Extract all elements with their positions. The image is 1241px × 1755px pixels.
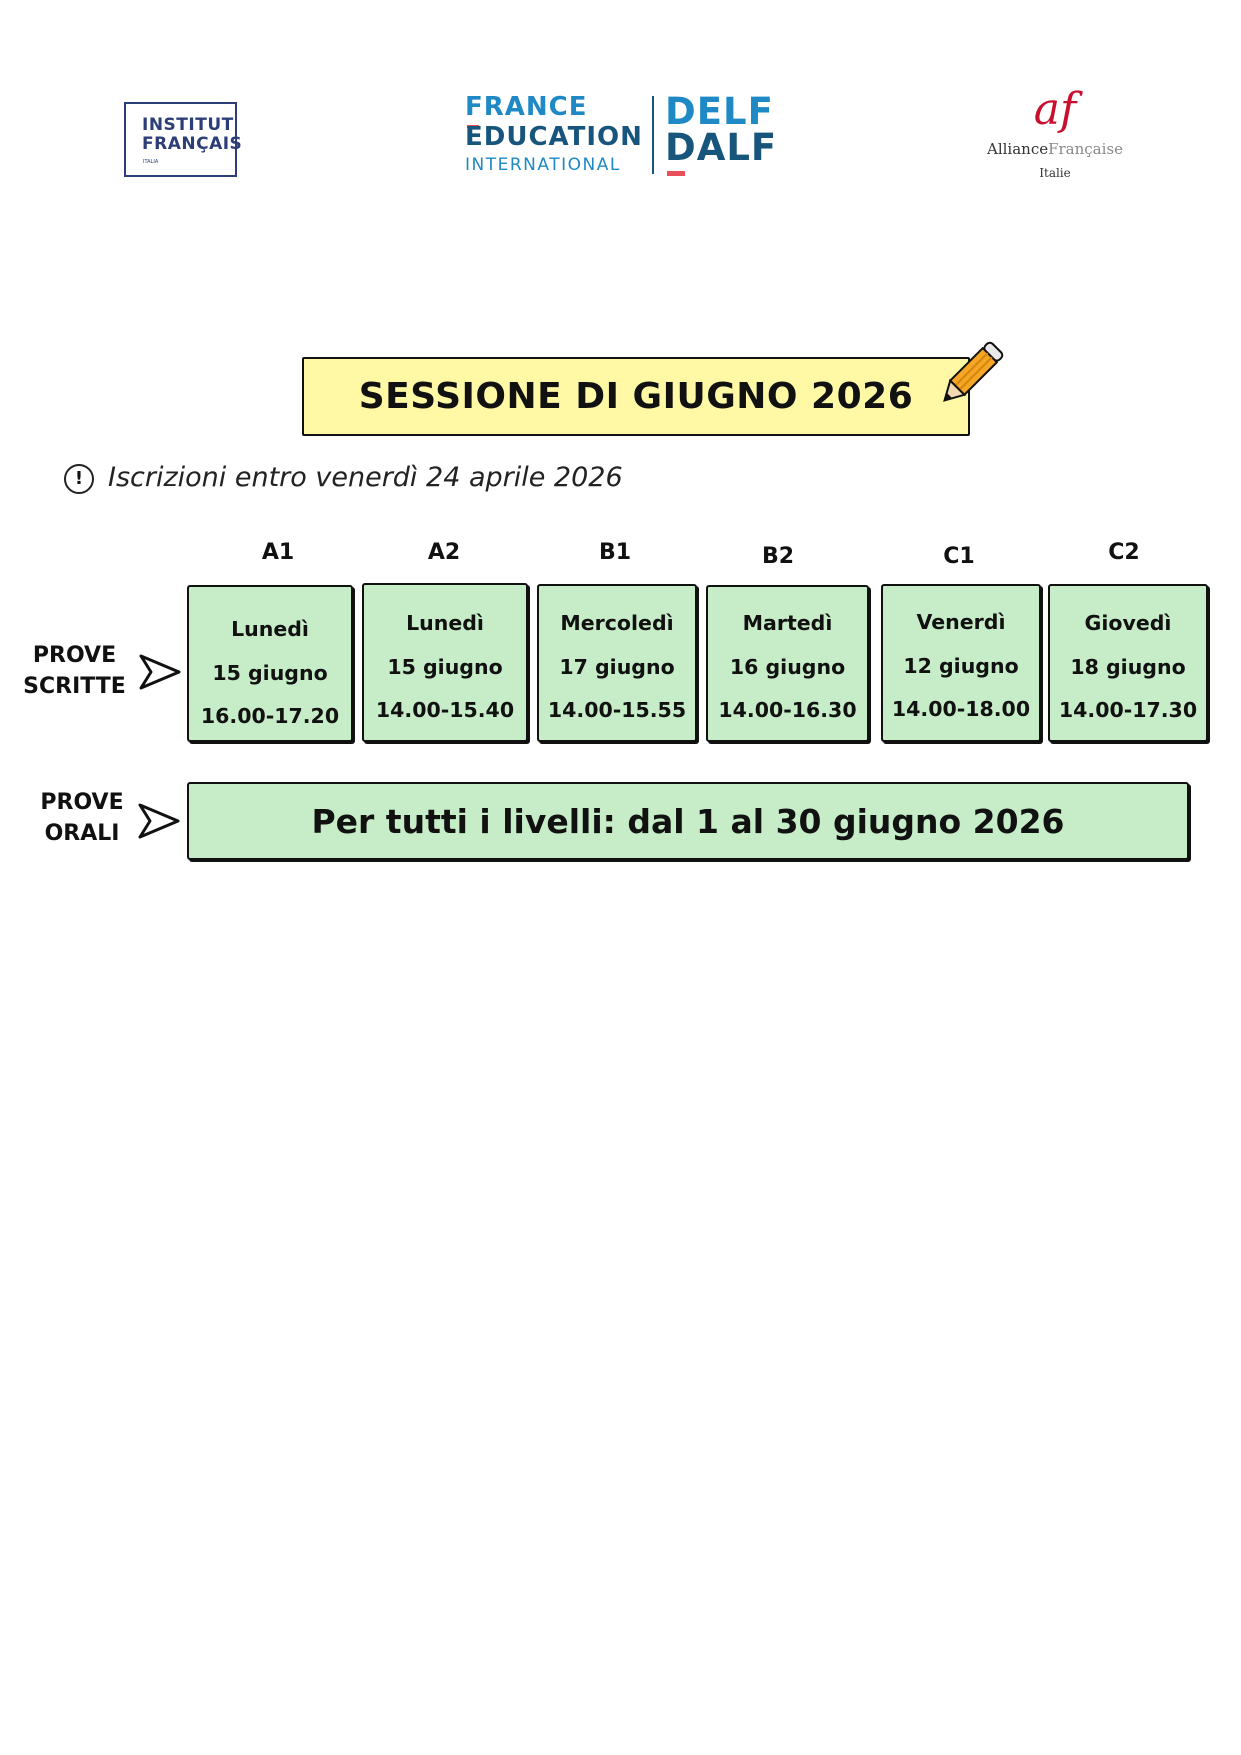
- institut-francais-logo: [124, 102, 243, 177]
- exam-date: 12 giugno: [903, 654, 1019, 678]
- logo-text: Italie: [1039, 166, 1071, 180]
- alliance-francaise-logo: [975, 84, 1135, 184]
- exclamation-circle-icon: !: [64, 464, 94, 494]
- exam-date: 15 giugno: [387, 655, 503, 679]
- exam-time: 14.00-18.00: [891, 697, 1031, 721]
- exam-time: 16.00-17.20: [200, 704, 340, 728]
- level-label-b2: B2: [761, 544, 795, 569]
- logo-text: ITALIA: [143, 159, 159, 165]
- exam-box-b2: [706, 585, 869, 742]
- logo-text-b: Française: [1048, 140, 1123, 158]
- level-label-a2: A2: [427, 540, 461, 565]
- registration-deadline: Iscrizioni entro venerdì 24 aprile 2026: [108, 462, 623, 493]
- pencil-icon: [930, 335, 1010, 415]
- exam-date: 16 giugno: [729, 655, 846, 679]
- logo-text: INTERNATIONAL: [465, 155, 621, 175]
- level-label-a1: A1: [261, 540, 295, 565]
- logo-text: [975, 140, 1135, 158]
- label-line: PROVE: [40, 790, 124, 815]
- exam-box-c1: [881, 584, 1041, 742]
- label-line: PROVE: [32, 643, 117, 668]
- logo-accent: [667, 171, 685, 176]
- level-label-c1: C1: [943, 544, 975, 569]
- exam-day: Venerdì: [916, 610, 1006, 634]
- exam-date: 15 giugno: [212, 661, 328, 685]
- exam-time: 14.00-17.30: [1058, 698, 1198, 722]
- exam-box-a1: [187, 585, 353, 742]
- session-title-box: [302, 357, 970, 436]
- logo-text: DELF: [665, 90, 774, 133]
- arrow-icon: [136, 801, 182, 841]
- exam-day: Mercoledì: [560, 611, 674, 635]
- france-education-international-logo: [465, 90, 778, 182]
- exam-time: 14.00-15.55: [547, 698, 687, 722]
- arrow-icon: [137, 652, 183, 692]
- logo-text: FRANÇAIS: [142, 134, 243, 154]
- exam-day: Giovedì: [1084, 611, 1172, 635]
- logo-text: INSTITUT: [142, 115, 234, 135]
- logo-text: DALF: [665, 126, 778, 169]
- oral-exams-box: [187, 782, 1189, 860]
- level-label-c2: C2: [1108, 540, 1140, 565]
- logo-text: EDUCATION: [465, 122, 643, 152]
- exam-date: 18 giugno: [1070, 655, 1186, 679]
- exam-box-a2: [362, 583, 528, 742]
- exam-time: 14.00-16.30: [718, 698, 857, 722]
- page-title: SESSIONE DI GIUGNO 2026: [358, 376, 914, 417]
- exam-day: Lunedì: [231, 617, 309, 641]
- exam-date: 17 giugno: [559, 655, 675, 679]
- written-label: [22, 640, 127, 702]
- level-label-b1: B1: [598, 540, 632, 565]
- logo-divider: [652, 96, 654, 174]
- logo-text: FRANCE: [465, 92, 588, 122]
- exam-box-b1: [537, 584, 697, 742]
- logo-mark: af: [1033, 84, 1077, 135]
- oral-label: [32, 787, 132, 849]
- exam-day: Lunedì: [406, 611, 484, 635]
- exam-day: Martedì: [742, 611, 833, 635]
- label-line: ORALI: [44, 821, 120, 846]
- exam-box-c2: [1048, 584, 1208, 742]
- logo-text-a: Alliance: [986, 140, 1049, 158]
- exam-time: 14.00-15.40: [375, 698, 515, 722]
- oral-exams-text: Per tutti i livelli: dal 1 al 30 giugno 2026: [311, 802, 1065, 841]
- label-line: SCRITTE: [23, 674, 126, 699]
